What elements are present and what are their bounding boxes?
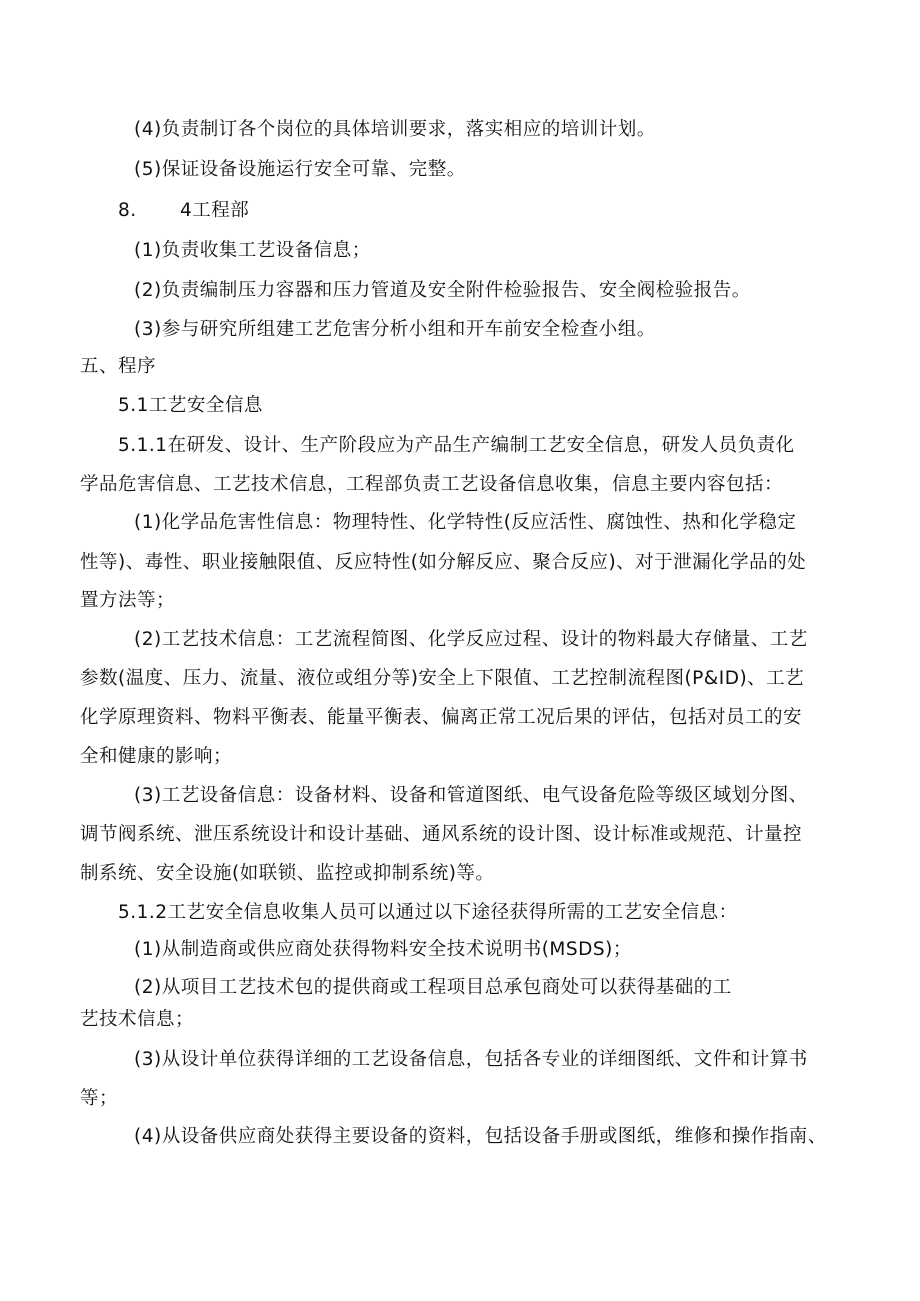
paragraph-line: (1)从制造商或供应商处获得物料安全技术说明书(MSDS)； <box>134 939 632 960</box>
paragraph-line: (3)从设计单位获得详细的工艺设备信息，包括各专业的详细图纸、文件和计算书 <box>134 1049 808 1070</box>
paragraph-line: (1)负责收集工艺设备信息； <box>134 240 371 261</box>
paragraph-line: (4)从设备供应商处获得主要设备的资料，包括设备手册或图纸，维修和操作指南、 <box>134 1126 827 1147</box>
paragraph-line: (2)从项目工艺技术包的提供商或工程项目总承包商处可以获得基础的工 <box>134 977 732 998</box>
paragraph-line: 学品危害信息、工艺技术信息，工程部负责工艺设备信息收集，信息主要内容包括： <box>80 474 784 495</box>
paragraph-line: 参数(温度、压力、流量、液位或组分等)安全上下限值、工艺控制流程图(P&ID)、工艺 <box>80 668 805 689</box>
paragraph-line: (5)保证设备设施运行安全可靠、完整。 <box>134 159 466 180</box>
paragraph-line: (3)工艺设备信息：设备材料、设备和管道图纸、电气设备危险等级区域划分图、 <box>134 785 808 806</box>
paragraph-line: 调节阀系统、泄压系统设计和设计基础、通风系统的设计图、设计标准或规范、计量控 <box>80 824 803 845</box>
paragraph-line: 全和健康的影响； <box>80 746 233 767</box>
section-heading: 5.1工艺安全信息 <box>118 395 263 416</box>
paragraph-line: 艺技术信息； <box>80 1009 195 1030</box>
paragraph-line: (2)工艺技术信息：工艺流程简图、化学反应过程、设计的物料最大存储量、工艺 <box>134 629 808 650</box>
paragraph-line: 等； <box>80 1088 119 1109</box>
paragraph-line: 5.1.1在研发、设计、生产阶段应为产品生产编制工艺安全信息，研发人员负责化 <box>118 435 795 456</box>
section-heading: 4工程部 <box>180 200 250 221</box>
paragraph-line: (3)参与研究所组建工艺危害分析小组和开车前安全检查小组。 <box>134 319 656 340</box>
paragraph-line: (1)化学品危害性信息：物理特性、化学特性(反应活性、腐蚀性、热和化学稳定 <box>134 512 797 533</box>
paragraph-line: 制系统、安全设施(如联锁、监控或抑制系统)等。 <box>80 863 495 884</box>
paragraph-line: 5.1.2工艺安全信息收集人员可以通过以下途径获得所需的工艺安全信息： <box>118 902 738 923</box>
paragraph-line: (4)负责制订各个岗位的具体培训要求，落实相应的培训计划。 <box>134 119 656 140</box>
paragraph-line: (2)负责编制压力容器和压力管道及安全附件检验报告、安全阀检验报告。 <box>134 280 751 301</box>
section-number: 8. <box>118 200 137 221</box>
chapter-heading: 五、程序 <box>80 356 157 377</box>
paragraph-line: 化学原理资料、物料平衡表、能量平衡表、偏离正常工况后果的评估，包括对员工的安 <box>80 707 803 728</box>
paragraph-line: 置方法等； <box>80 590 176 611</box>
paragraph-line: 性等)、毒性、职业接触限值、反应特性(如分解反应、聚合反应)、对于泄漏化学品的处 <box>80 552 807 573</box>
